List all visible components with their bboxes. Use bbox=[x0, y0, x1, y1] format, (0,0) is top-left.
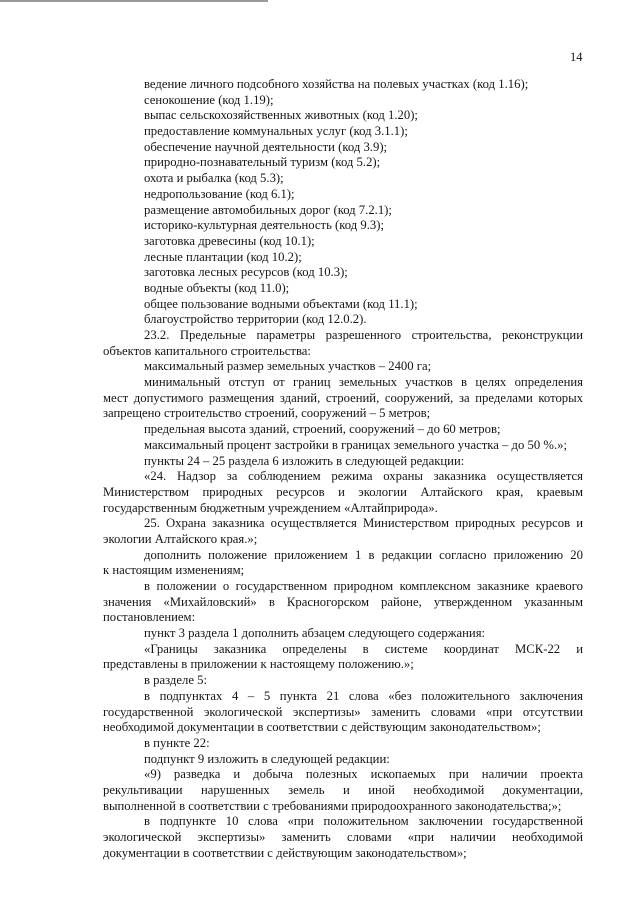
text-line: мест допустимого размещения зданий, строений, сооружений, за пределами которых bbox=[103, 390, 583, 405]
text-line: размещение автомобильных дорог (код 7.2.1); bbox=[144, 202, 392, 217]
text-line: выполненной в соответствии с требованиями природоохранного законодательства;»; bbox=[103, 798, 562, 813]
text-line: Министерством природных ресурсов и экологии Алтайского края, краевым bbox=[103, 484, 583, 499]
text-line: 25. Охрана заказника осуществляется Министерством природных ресурсов и bbox=[144, 516, 583, 531]
text-line: «Границы заказника определены в системе координат МСК-22 и bbox=[144, 641, 583, 656]
text-line: заготовка лесных ресурсов (код 10.3); bbox=[144, 265, 348, 280]
text-line: минимальный отступ от границ земельных участков в целях определения bbox=[144, 375, 583, 390]
text-line: природно-познавательный туризм (код 5.2); bbox=[144, 155, 381, 170]
text-line: сенокошение (код 1.19); bbox=[144, 92, 274, 107]
text-line: заготовка древесины (код 10.1); bbox=[144, 233, 315, 248]
text-line: объектов капитального строительства: bbox=[103, 343, 311, 358]
scan-edge-mark bbox=[0, 0, 268, 2]
text-line: экологической экспертизы» заменить словами «при наличии необходимой bbox=[103, 830, 583, 844]
text-line: в разделе 5: bbox=[144, 673, 208, 688]
text-line: максимальный процент застройки в границах земельного участка – до 50 %.»; bbox=[144, 437, 567, 452]
text-line: обеспечение научной деятельности (код 3.9); bbox=[144, 139, 388, 154]
text-line: «24. Надзор за соблюдением режима охраны заказника осуществляется bbox=[144, 469, 583, 484]
text-line: 23.2. Предельные параметры разрешенного строительства, реконструкции bbox=[144, 328, 583, 342]
text-line: водные объекты (код 11.0); bbox=[144, 280, 290, 295]
text-line: в подпунктах 4 – 5 пункта 21 слова «без положительного заключения bbox=[144, 688, 583, 703]
text-line: в пункте 22: bbox=[144, 735, 210, 750]
text-line: пункты 24 – 25 раздела 6 изложить в следующей редакции: bbox=[144, 453, 465, 468]
page-number: 14 bbox=[570, 50, 583, 64]
text-line: государственным бюджетным учреждением «Алтайприрода». bbox=[103, 500, 438, 515]
text-line: экологии Алтайского края.»; bbox=[103, 531, 258, 546]
text-line: рекультивации нарушенных земель и иной необходимой документации, bbox=[103, 782, 583, 797]
text-line: государственной экологической экспертизы» заменить словами «при отсутствии bbox=[103, 704, 583, 719]
text-line: в подпункте 10 слова «при положительном заключении государственной bbox=[144, 814, 583, 829]
text-line: значения «Михайловский» в Красногорском районе, утвержденном указанным bbox=[103, 594, 583, 609]
text-line: к настоящим изменениям; bbox=[103, 563, 245, 578]
text-line: лесные плантации (код 10.2); bbox=[144, 249, 302, 264]
document-body bbox=[103, 77, 583, 861]
text-line: в положении о государственном природном комплексном заказнике краевого bbox=[144, 579, 583, 593]
text-line: предельная высота зданий, строений, сооружений – до 60 метров; bbox=[144, 422, 501, 437]
text-line: представлены в приложении к настоящему положению.»; bbox=[103, 657, 414, 672]
text-line: максимальный размер земельных участков – 2400 га; bbox=[144, 359, 432, 374]
text-line: недропользование (код 6.1); bbox=[144, 186, 295, 201]
text-line: документации в соответствии с действующим законодательством»; bbox=[103, 845, 467, 860]
text-line: постановлением: bbox=[103, 610, 196, 625]
text-line: необходимой документации в соответствии с действующим законодательством»; bbox=[103, 720, 541, 735]
text-line: «9) разведка и добыча полезных ископаемых при наличии проекта bbox=[144, 767, 583, 782]
text-line: пункт 3 раздела 1 дополнить абзацем следующего содержания: bbox=[144, 626, 486, 641]
text-line: выпас сельскохозяйственных животных (код 1.20); bbox=[144, 108, 418, 123]
text-line: благоустройство территории (код 12.0.2). bbox=[144, 312, 367, 327]
text-line: ведение личного подсобного хозяйства на полевых участках (код 1.16); bbox=[144, 77, 529, 91]
text-line: предоставление коммунальных услуг (код 3.1.1); bbox=[144, 124, 408, 139]
text-line: подпункт 9 изложить в следующей редакции: bbox=[144, 751, 390, 766]
text-line: охота и рыбалка (код 5.3); bbox=[144, 171, 284, 186]
text-line: запрещено строительство строений, сооружений – 5 метров; bbox=[103, 406, 431, 421]
text-line: дополнить положение приложением 1 в редакции согласно приложению 20 bbox=[144, 547, 583, 562]
text-line: историко-культурная деятельность (код 9.3); bbox=[144, 218, 385, 233]
text-line: общее пользование водными объектами (код 11.1); bbox=[144, 296, 418, 311]
